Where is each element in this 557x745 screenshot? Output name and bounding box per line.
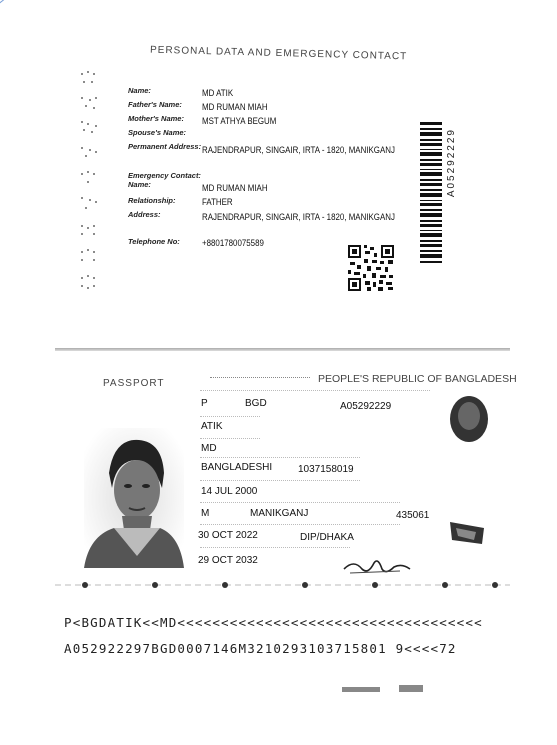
relationship-value: FATHER — [202, 197, 233, 207]
personal-page-title: PERSONAL DATA AND EMERGENCY CONTACT — [149, 44, 408, 63]
qr-code — [348, 245, 394, 291]
relationship-label: Relationship: — [128, 196, 176, 205]
given-name-caption-line — [200, 438, 260, 439]
name-value: MD ATIK — [202, 88, 234, 98]
expiry-caption-line — [200, 547, 350, 548]
type-caption-line — [200, 390, 430, 391]
father-name-value: MD RUMAN MIAH — [202, 102, 268, 112]
ghost-photo — [448, 394, 490, 444]
telephone-value: +8801780075589 — [202, 238, 264, 248]
mother-name-label: Mother's Name: — [128, 114, 184, 123]
issuing-authority: DIP/DHAKA — [300, 532, 354, 543]
previous-passport-number: 435061 — [396, 510, 430, 521]
holder-signature — [340, 555, 420, 577]
address-label: Permanent Address: — [128, 142, 202, 151]
given-name: MD — [201, 443, 217, 454]
issue-caption-line — [200, 524, 400, 525]
spouse-name-label: Spouse's Name: — [128, 128, 187, 137]
nationality: BANGLADESHI — [201, 462, 273, 473]
bengali-header — [210, 371, 310, 378]
corner-mark — [0, 0, 53, 11]
country-code: BGD — [245, 398, 267, 409]
emergency-name-value: MD RUMAN MIAH — [202, 183, 268, 193]
sex: M — [201, 508, 210, 519]
father-name-label: Father's Name: — [128, 100, 182, 109]
name-label: Name: — [128, 86, 151, 95]
emergency-name-label: Name: — [128, 180, 151, 189]
place-of-birth: MANIKGANJ — [250, 508, 309, 519]
passport-type-label: PASSPORT — [103, 378, 165, 389]
hologram-emblem — [448, 520, 486, 546]
emergency-contact-label: Emergency Contact: — [128, 171, 201, 180]
date-of-expiry: 29 OCT 2032 — [198, 555, 258, 566]
perforation-pattern — [78, 70, 104, 300]
emergency-address-label: Address: — [128, 210, 161, 219]
emergency-address-value: RAJENDRAPUR, SINGAIR, IRTA - 1820, MANIKGANJ — [202, 212, 395, 222]
surname-caption-line — [200, 416, 260, 417]
holder-photo — [84, 428, 184, 568]
vertical-passport-number: A05292229 — [446, 128, 457, 198]
barcode — [420, 122, 448, 264]
passport-type: P — [201, 398, 208, 409]
nationality-caption-line — [200, 457, 360, 458]
country-header: PEOPLE'S REPUBLIC OF BANGLADESH — [318, 373, 517, 385]
address-value: RAJENDRAPUR, SINGAIR, IRTA - 1820, MANIKGANJ — [202, 145, 395, 155]
passport-perforation-row — [55, 578, 510, 592]
surname: ATIK — [201, 421, 223, 432]
sex-caption-line — [200, 502, 400, 503]
date-of-issue: 30 OCT 2022 — [198, 530, 258, 541]
scan-smudge-left — [342, 687, 380, 692]
dob-caption-line — [200, 480, 360, 481]
mrz-line-1: P<BGDATIK<<MD<<<<<<<<<<<<<<<<<<<<<<<<<<<<<<<<<<< — [64, 615, 483, 630]
mother-name-value: MST ATHYA BEGUM — [202, 116, 277, 126]
personal-number: 1037158019 — [298, 464, 354, 475]
scan-smudge-right — [399, 685, 423, 692]
telephone-label: Telephone No: — [128, 237, 180, 246]
mrz-line-2: A052922297BGD0007146M3210293103715801 9<<<<72 — [64, 641, 457, 656]
date-of-birth: 14 JUL 2000 — [201, 486, 258, 497]
passport-number: A05292229 — [340, 401, 392, 412]
page-fold — [55, 348, 510, 351]
